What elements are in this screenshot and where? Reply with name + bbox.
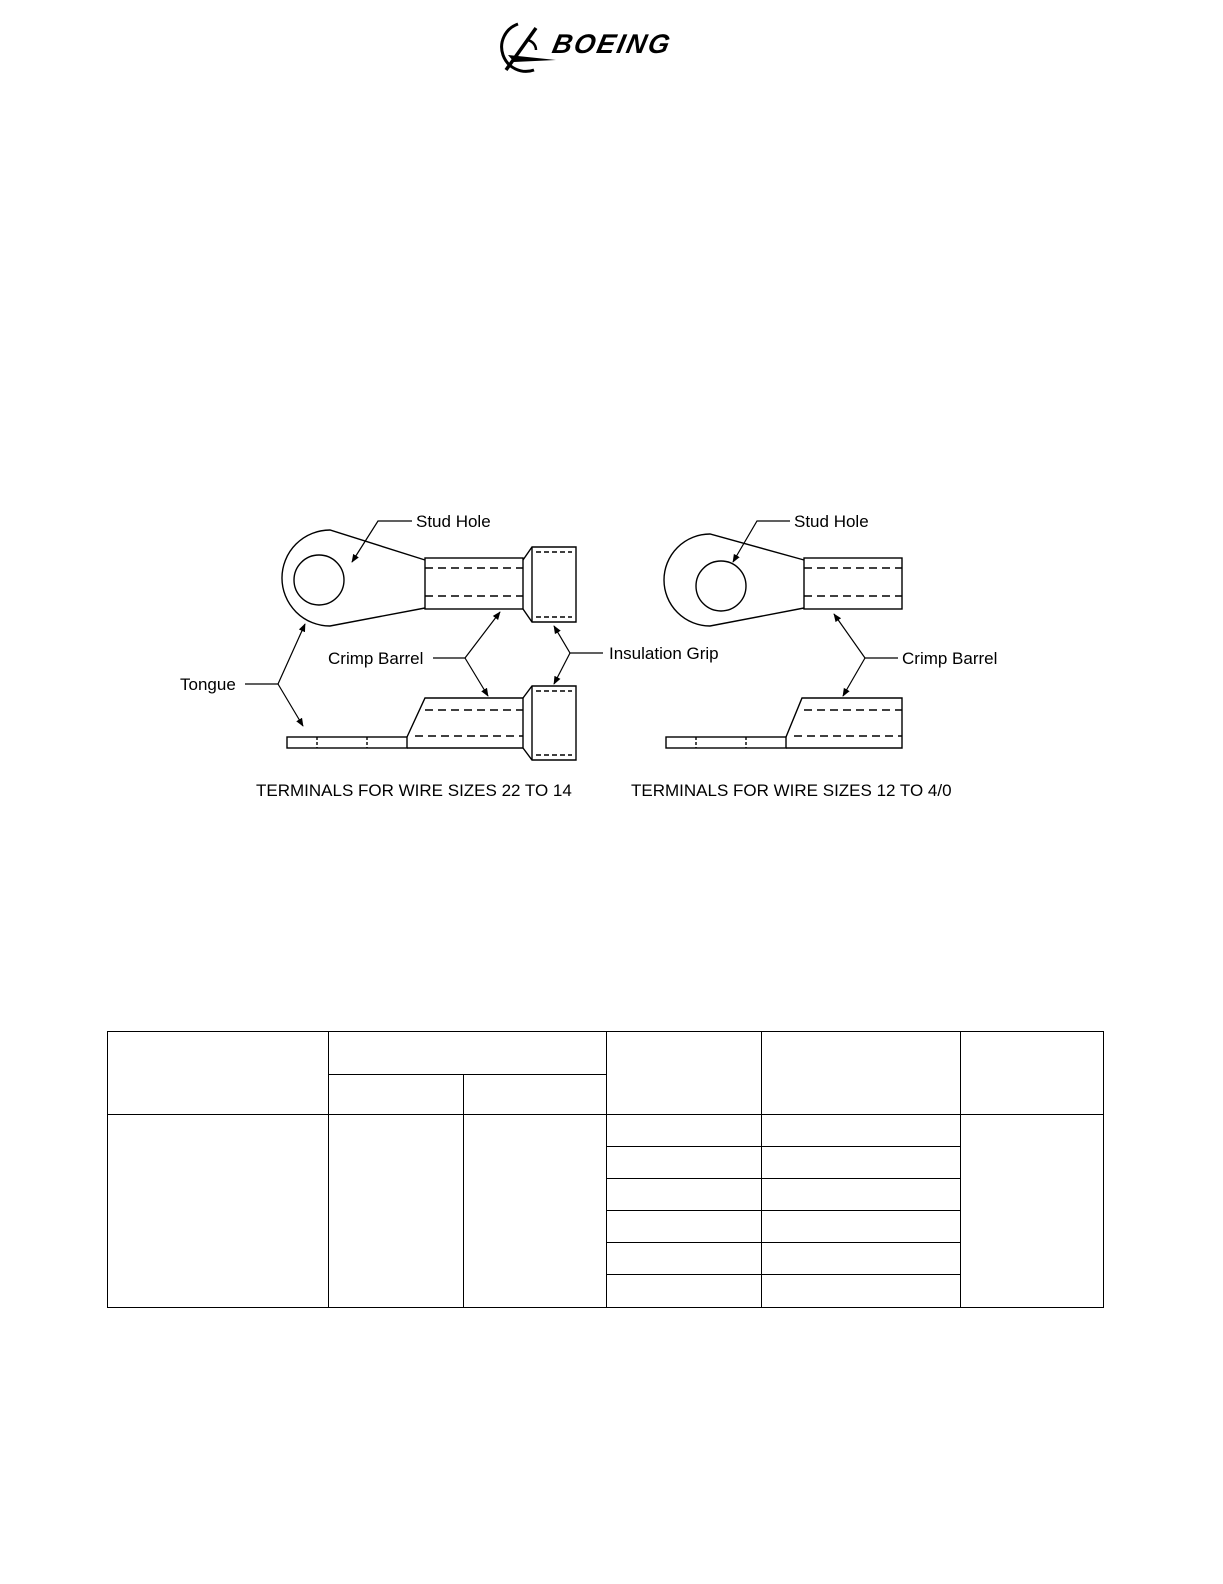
- table-cell: [762, 1115, 961, 1147]
- right-caption: TERMINALS FOR WIRE SIZES 12 TO 4/0: [631, 781, 952, 800]
- table-cell: [762, 1179, 961, 1211]
- right-stud-hole-label: Stud Hole: [794, 512, 869, 531]
- table-cell: [607, 1243, 762, 1275]
- right-terminal-side-view: [666, 698, 902, 748]
- terminal-figure: [170, 500, 1050, 820]
- left-leaders: [245, 521, 603, 726]
- boeing-logo: [496, 20, 728, 76]
- table-cell: [961, 1115, 1104, 1308]
- table-header-cell: [329, 1032, 607, 1075]
- left-caption: TERMINALS FOR WIRE SIZES 22 TO 14: [256, 781, 572, 800]
- left-stud-hole-shape: [294, 555, 344, 605]
- table-header-cell: [108, 1032, 329, 1115]
- table-header-cell: [762, 1032, 961, 1115]
- table-cell: [762, 1147, 961, 1179]
- right-terminal-top-view: [664, 534, 902, 626]
- table-subheader-cell: [329, 1075, 464, 1115]
- table-subheader-cell: [464, 1075, 607, 1115]
- table-cell: [464, 1115, 607, 1308]
- right-crimp-barrel-label: Crimp Barrel: [902, 649, 998, 668]
- table-cell: [607, 1275, 762, 1308]
- tongue-label: Tongue: [180, 675, 236, 694]
- table-cell: [607, 1211, 762, 1243]
- right-stud-hole-shape: [696, 561, 746, 611]
- insulation-grip-label: Insulation Grip: [609, 644, 719, 663]
- left-stud-hole-label: Stud Hole: [416, 512, 491, 531]
- boeing-wordmark: BOEING: [549, 28, 675, 59]
- left-terminal-side-view: [287, 686, 576, 760]
- boeing-symbol-icon: [502, 24, 556, 71]
- table-header-cell: [961, 1032, 1104, 1115]
- table-cell: [762, 1243, 961, 1275]
- table-cell: [607, 1147, 762, 1179]
- left-terminal-top-view: [282, 530, 576, 626]
- table-cell: [329, 1115, 464, 1308]
- table-cell: [607, 1179, 762, 1211]
- data-table: [107, 1031, 1104, 1308]
- table-header-cell: [607, 1032, 762, 1115]
- table-cell: [607, 1115, 762, 1147]
- table-cell: [762, 1275, 961, 1308]
- table-cell: [108, 1115, 329, 1308]
- left-crimp-barrel-label: Crimp Barrel: [328, 649, 424, 668]
- table-cell: [762, 1211, 961, 1243]
